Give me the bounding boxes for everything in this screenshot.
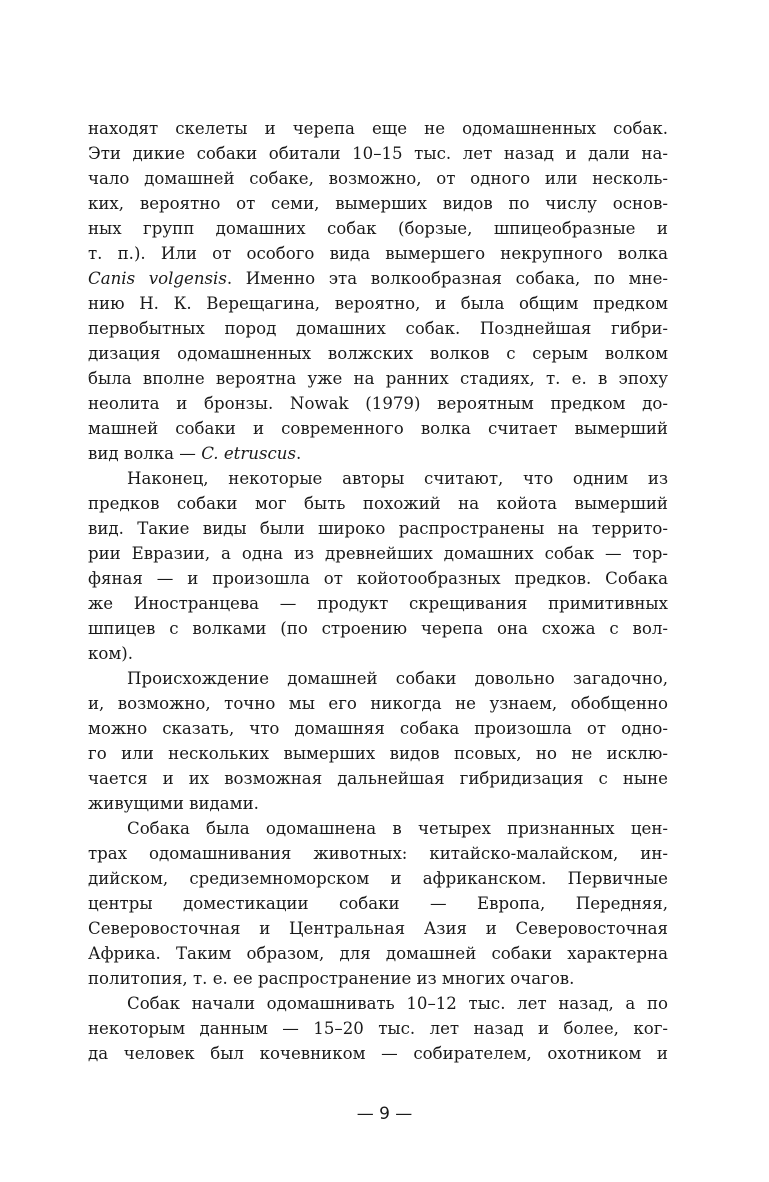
species-name: Canis volgensis — [88, 269, 227, 288]
text-line: политопия, т. е. ее распространение из многих очагов. — [88, 969, 575, 988]
text-line: некоторым данным — 15–20 тыс. лет назад и более, ког- — [88, 1019, 668, 1038]
text-line: чало домашней собаке, возможно, от одного или несколь- — [88, 169, 668, 188]
text-line: вид. Такие виды были широко распространены на террито- — [88, 519, 668, 538]
text-line: же Иностранцева — продукт скрещивания примитивных — [88, 594, 668, 613]
text-line: неолита и бронзы. Nowak (1979) вероятным предком до- — [88, 394, 668, 413]
text-line: рии Евразии, а одна из древнейших домашних собак — тор- — [88, 544, 668, 563]
text-line: фяная — и произошла от койотообразных предков. Собака — [88, 569, 668, 588]
text-line: живущими видами. — [88, 794, 259, 813]
text-line: и, возможно, точно мы его никогда не узнаем, обобщенно — [88, 694, 668, 713]
text-line: находят скелеты и черепа еще не одомашненных собак. — [88, 119, 668, 138]
paragraph-start: Наконец, некоторые авторы считают, что одним из — [127, 469, 668, 488]
text-line: да человек был кочевником — собирателем, охотником и — [88, 1044, 668, 1063]
text-line: т. п.). Или от особого вида вымершего некрупного волка — [88, 244, 668, 263]
paragraph-start: Собак начали одомашнивать 10–12 тыс. лет назад, а по — [127, 994, 668, 1013]
page-number: — 9 — — [356, 1104, 413, 1124]
text-fragment: вид волка — — [88, 444, 202, 463]
text-line: можно сказать, что домашняя собака произошла от одно- — [88, 719, 668, 738]
text-line: Северовосточная и Центральная Азия и Северовосточная — [88, 919, 668, 938]
text-line — [88, 266, 668, 291]
text-fragment: . — [295, 444, 302, 463]
paragraph-start: Происхождение домашней собаки довольно загадочно, — [127, 669, 668, 688]
text-line: Эти дикие собаки обитали 10–15 тыс. лет назад и дали на- — [88, 144, 668, 163]
text-line: первобытных пород домашних собак. Позднейшая гибри- — [88, 319, 668, 338]
text-line: ких, вероятно от семи, вымерших видов по числу основ- — [88, 194, 668, 213]
text-line: дизация одомашненных волжских волков с серым волком — [88, 344, 668, 363]
text-line — [88, 441, 668, 466]
text-line: нию Н. К. Верещагина, вероятно, и была общим предком — [88, 294, 668, 313]
text-fragment: . Именно эта волкообразная собака, по мне- — [226, 269, 669, 288]
text-line: трах одомашнивания животных: китайско-малайском, ин- — [88, 844, 668, 863]
text-line: центры доместикации собаки — Европа, Передняя, — [88, 894, 668, 913]
text-line: машней собаки и современного волка считает вымерший — [88, 419, 668, 438]
text-line: шпицев с волками (по строению черепа она схожа с вол- — [88, 619, 668, 638]
page-body — [88, 116, 668, 1066]
text-line: Африка. Таким образом, для домашней собаки характерна — [88, 944, 668, 963]
text-line: го или нескольких вымерших видов псовых, но не исклю- — [88, 744, 668, 763]
text-line: дийском, средиземноморском и африканском. Первичные — [88, 869, 668, 888]
paragraph-start: Собака была одомашнена в четырех признанных цен- — [127, 819, 668, 838]
species-name: C. etruscus — [201, 444, 296, 463]
text-line: чается и их возможная дальнейшая гибридизация с ныне — [88, 769, 668, 788]
text-line: ком). — [88, 644, 134, 663]
text-line: ных групп домашних собак (борзые, шпицеобразные и — [88, 219, 668, 238]
text-line: предков собаки мог быть похожий на койота вымерший — [88, 494, 668, 513]
text-line: была вполне вероятна уже на ранних стадиях, т. е. в эпоху — [88, 369, 668, 388]
